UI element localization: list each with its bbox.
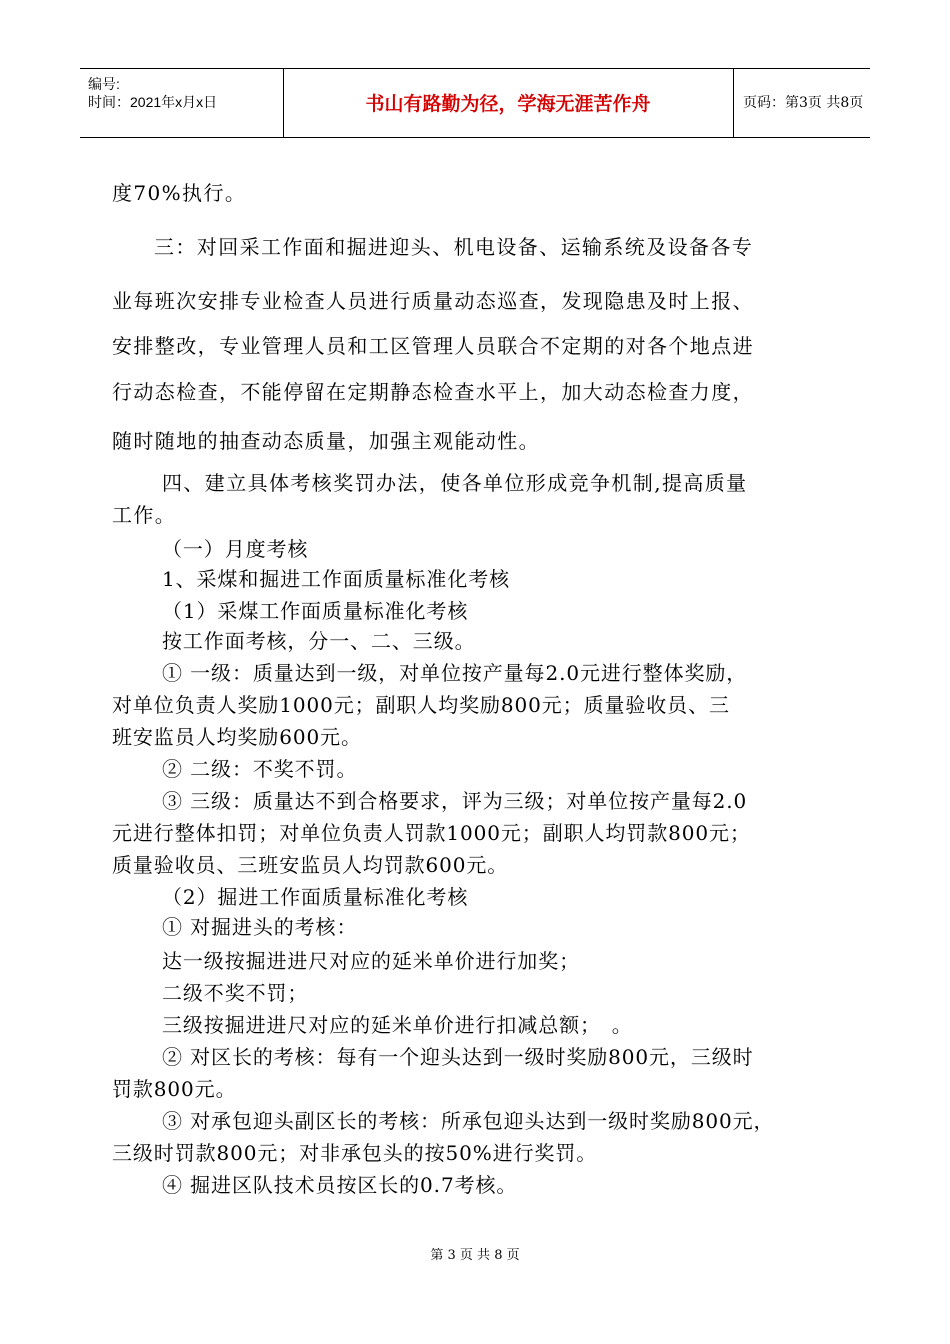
- header-page-number: 页码：第3页 共8页: [743, 95, 864, 111]
- body-line: ① 一级：质量达到一级，对单位按产量每2.0元进行整体奖励，: [162, 661, 748, 685]
- body-line: 三：对回采工作面和掘进迎头、机电设备、运输系统及设备各专: [154, 235, 754, 259]
- body-line: 业每班次安排专业检查人员进行质量动态巡查，发现隐患及时上报、: [112, 289, 754, 313]
- body-line: （1）采煤工作面质量标准化考核: [162, 599, 469, 623]
- body-line: ① 对掘进头的考核：: [162, 915, 358, 939]
- body-line: 三级按掘进进尺对应的延米单价进行扣减总额； 。: [162, 1013, 633, 1037]
- body-line: 班安监员人均奖励600元。: [112, 725, 362, 749]
- body-line: ③ 三级：质量达不到合格要求，评为三级；对单位按产量每2.0: [162, 789, 748, 813]
- body-line: ② 二级：不奖不罚。: [162, 757, 358, 781]
- header-page-cell: [733, 69, 870, 137]
- body-line: ③ 对承包迎头副区长的考核：所承包迎头达到一级时奖励800元，: [162, 1109, 775, 1133]
- body-line: 随时随地的抽查动态质量，加强主观能动性。: [112, 429, 540, 453]
- body-line: 四、建立具体考核奖罚办法，使各单位形成竞争机制,提高质量: [162, 471, 748, 495]
- body-line: 二级不奖不罚；: [162, 981, 309, 1005]
- body-line: 1、采煤和掘进工作面质量标准化考核: [162, 567, 511, 591]
- document-number-label: 编号:: [88, 76, 120, 92]
- body-line: 按工作面考核，分一、二、三级。: [162, 629, 476, 653]
- page-footer: 第 3 页 共 8 页: [430, 1248, 520, 1263]
- body-line: 安排整改，专业管理人员和工区管理人员联合不定期的对各个地点进: [112, 334, 754, 358]
- body-line: 元进行整体扣罚；对单位负责人罚款1000元；副职人均罚款800元；: [112, 821, 751, 845]
- body-line: 罚款800元。: [112, 1077, 237, 1101]
- body-line: 工作。: [112, 503, 177, 527]
- body-line: ② 对区长的考核：每有一个迎头达到一级时奖励800元，三级时: [162, 1045, 754, 1069]
- document-time-label: 时间：2021年x月x日: [88, 94, 218, 110]
- body-line: 质量验收员、三班安监员人均罚款600元。: [112, 853, 509, 877]
- body-line: ④ 掘进区队技术员按区长的0.7考核。: [162, 1173, 518, 1197]
- header-motto: 书山有路勤为径，学海无涯苦作舟: [365, 93, 651, 115]
- body-line: 达一级按掘进进尺对应的延米单价进行加奖；: [162, 949, 580, 973]
- body-line: 三级时罚款800元；对非承包头的按50%进行奖罚。: [112, 1141, 598, 1165]
- header-motto-cell: [283, 69, 734, 137]
- body-line: （一）月度考核: [162, 537, 309, 561]
- body-line: 行动态检查，不能停留在定期静态检查水平上，加大动态检查力度，: [112, 380, 754, 404]
- page-header: [80, 68, 870, 138]
- body-line: 对单位负责人奖励1000元；副职人均奖励800元；质量验收员、三: [112, 693, 730, 717]
- body-line: （2）掘进工作面质量标准化考核: [162, 885, 469, 909]
- header-info-cell: [80, 69, 284, 137]
- body-line: 度70%执行。: [112, 181, 247, 205]
